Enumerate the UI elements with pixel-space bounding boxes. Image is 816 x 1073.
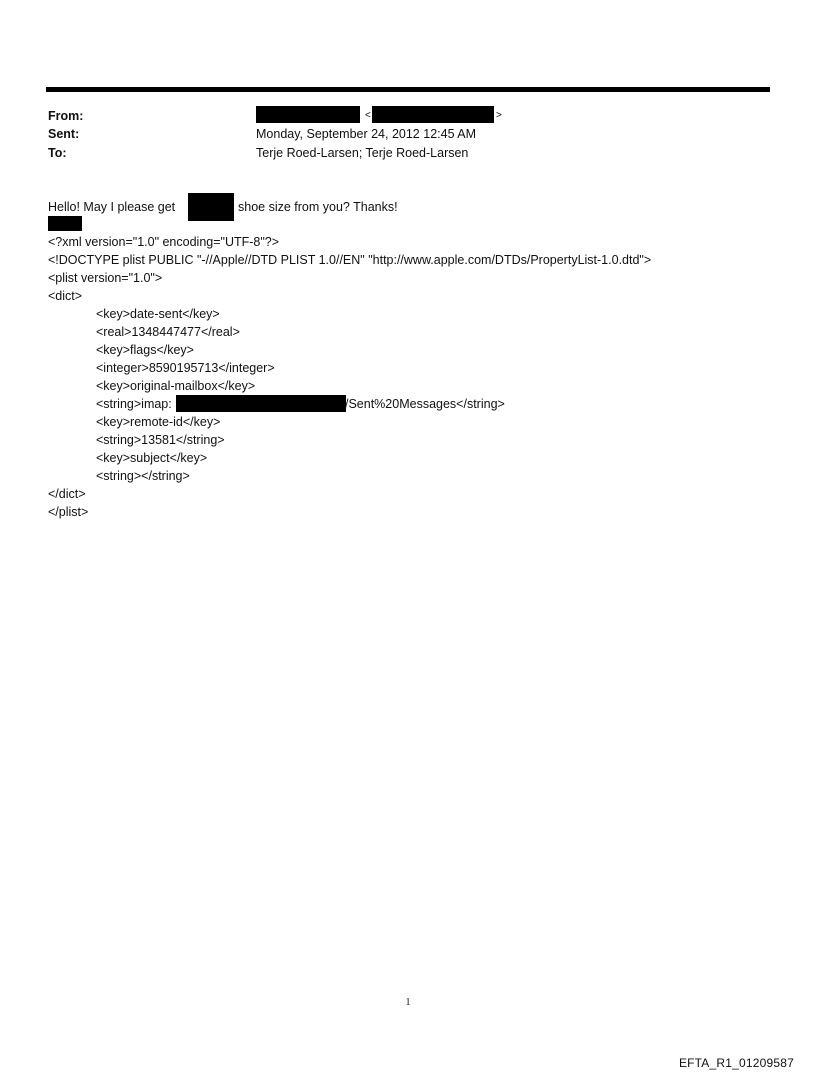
xml-key-remote-id: <key>remote-id</key> [96,415,221,429]
xml-key-flags: <key>flags</key> [96,343,194,357]
header-divider [46,87,770,92]
xml-string-imap-end: /Sent%20Messages</string> [345,397,505,411]
greeting-part2: shoe size from you? Thanks! [238,200,398,214]
xml-key-date-sent: <key>date-sent</key> [96,307,220,321]
from-label: From: [48,109,84,123]
sent-value: Monday, September 24, 2012 12:45 AM [256,127,477,141]
xml-dict-close: </dict> [48,487,86,501]
redacted-sender-name [256,106,360,123]
sent-label: Sent: [48,127,80,141]
xml-doctype: <!DOCTYPE plist PUBLIC "-//Apple//DTD PLIST 1.0//EN" "http://www.apple.com/DTDs/PropertyList-1.0.dtd"> [48,253,652,267]
greeting-part1: Hello! May I please get [48,200,176,214]
xml-plist-open: <plist version="1.0"> [48,271,163,285]
xml-integer-value: <integer>8590195713</integer> [96,361,275,375]
xml-plist-close: </plist> [48,505,89,519]
redacted-imap-account [176,395,346,412]
xml-key-subject: <key>subject</key> [96,451,208,465]
xml-string-subject: <string></string> [96,469,190,483]
from-close-bracket: > [496,110,502,121]
to-label: To: [48,146,67,160]
bates-number: EFTA_R1_01209587 [678,1056,794,1070]
redacted-signature [48,216,82,231]
xml-string-imap-start: <string>imap: [96,397,172,411]
xml-real-value: <real>1348447477</real> [96,325,240,339]
xml-declaration: <?xml version="1.0" encoding="UTF-8"?> [48,235,280,249]
xml-string-remote-id: <string>13581</string> [96,433,225,447]
from-open-bracket: < [365,110,371,121]
xml-key-original-mailbox: <key>original-mailbox</key> [96,379,256,393]
xml-dict-open: <dict> [48,289,83,303]
redacted-sender-email [372,106,494,123]
redacted-name-inline [188,193,234,221]
page-number: 1 [405,997,411,1008]
to-value: Terje Roed-Larsen; Terje Roed-Larsen [256,146,469,160]
